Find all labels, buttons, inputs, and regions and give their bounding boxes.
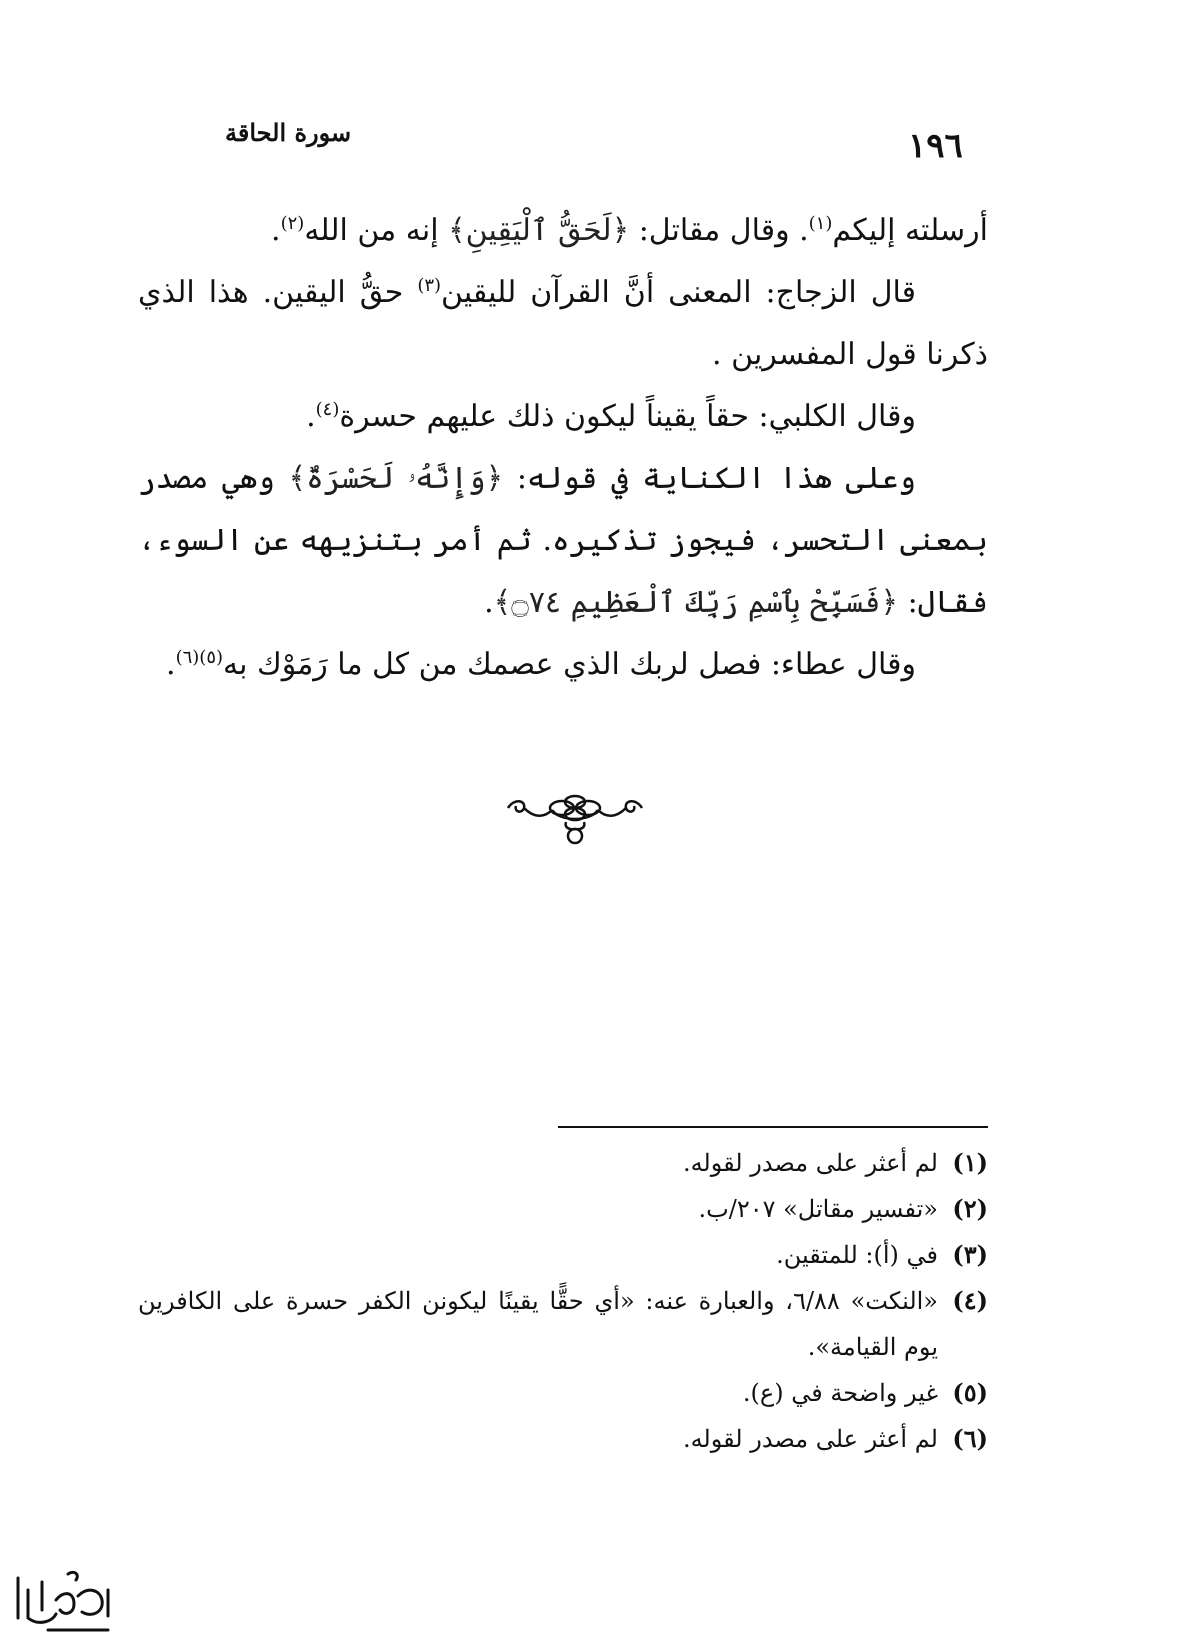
quran-quote: ﴿وَإِنَّهُۥ لَحَسْرَةٌ﴾: [288, 461, 504, 496]
footnotes: [138, 1140, 988, 1462]
text-segment: حقُّ اليقين. هذا الذي ذكرنا قول المفسرين .: [138, 275, 988, 372]
footnote-number: (٦): [952, 1424, 988, 1453]
footnote-6: [138, 1416, 988, 1462]
footnote-ref-4: (٤): [315, 399, 340, 420]
body-text: [138, 200, 988, 696]
text-segment: .: [166, 647, 176, 682]
footnote-ref-5-6: (٥)(٦): [175, 647, 224, 668]
text-segment: وقال عطاء: فصل لربك الذي عصمك من كل ما رَمَوْك به: [223, 647, 916, 682]
paragraph-4: [138, 448, 988, 634]
calligraphy-logo-icon: [8, 1560, 118, 1640]
text-segment: .: [484, 585, 494, 620]
footnote-1: [138, 1140, 988, 1186]
text-segment: أرسلته إليكم: [832, 213, 988, 248]
footnote-ref-2: (٢): [280, 213, 305, 234]
footnote-number: (٥): [952, 1378, 988, 1407]
footnote-5: [138, 1370, 988, 1416]
paragraph-5: [138, 634, 988, 696]
text-segment: إنه من الله: [304, 213, 449, 248]
paragraph-3: [138, 386, 988, 448]
text-segment: .: [306, 399, 316, 434]
footnote-number: (٤): [952, 1286, 988, 1315]
footnote-text: «تفسير مقاتل» ٢٠٧/ب.: [698, 1195, 938, 1223]
running-title: سورة الحاقة: [225, 118, 352, 147]
footnote-number: (٣): [952, 1240, 988, 1269]
text-segment: . وقال مقاتل:: [629, 213, 809, 248]
footnote-number: (١): [952, 1148, 988, 1177]
footnote-3: [138, 1232, 988, 1278]
quran-quote: ﴿لَحَقُّ ٱلْيَقِينِ﴾: [448, 213, 630, 248]
footnote-separator: [558, 1126, 988, 1128]
text-segment: وهي مصدر بمعنى التحسر، فيجوز تذكيره. ثم أمر بتنزيهه عن السوء، فقال:: [138, 461, 988, 620]
footnote-text: «النكت» ٦/٨٨، والعبارة عنه: «أي حقًّا يقينًا ليكونن الكفر حسرة على الكافرين يوم القيامة».: [138, 1287, 938, 1361]
text-segment: قال الزجاج: المعنى أنَّ القرآن لليقين: [441, 275, 916, 310]
footnote-number: (٢): [952, 1194, 988, 1223]
footnote-text: في (أ): للمتقين.: [776, 1241, 938, 1269]
text-segment: .: [271, 213, 281, 248]
footnote-text: غير واضحة في (ع).: [742, 1379, 938, 1407]
paragraph-2: [138, 262, 988, 386]
footnote-2: [138, 1186, 988, 1232]
footnote-text: لم أعثر على مصدر لقوله.: [682, 1149, 938, 1177]
decorative-knot-ornament-icon: [500, 790, 650, 850]
footnote-text: لم أعثر على مصدر لقوله.: [682, 1425, 938, 1453]
page-number: ١٩٦: [908, 126, 963, 166]
quran-quote: ﴿فَسَبِّحْ بِٱسْمِ رَبِّكَ ٱلْعَظِيمِ ۝٧٤﴾: [493, 585, 899, 620]
text-segment: وعلى هذا الكناية في قوله:: [503, 461, 916, 496]
text-segment: وقال الكلبي: حقاً يقيناً ليكون ذلك عليهم حسرة: [339, 399, 916, 434]
paragraph-1: [138, 200, 988, 262]
footnote-ref-3: (٣): [417, 275, 442, 296]
footnote-4: [138, 1278, 988, 1370]
footnote-ref-1: (١): [808, 213, 833, 234]
